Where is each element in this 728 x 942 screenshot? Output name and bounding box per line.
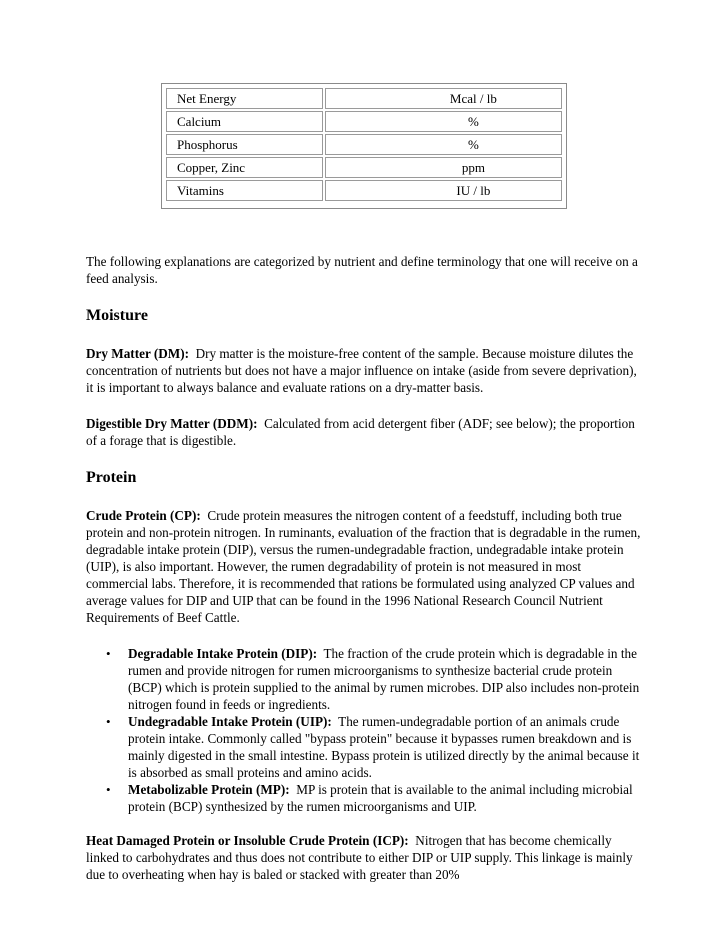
bullet-icon: • [106, 646, 111, 661]
ddm-paragraph [86, 415, 646, 449]
list-item-text: The fraction of the crude protein which is degradable in the rumen and provide nitrogen for rumen microorganisms to synthesize bacterial crude protein (BCP) which is protein supplied to the animal by rumen microbes. DIP also includes non-protein nitrogen found in feeds or ingredients. [128, 646, 640, 712]
table-row [166, 180, 562, 201]
list-item-term: Degradable Intake Protein (DIP): [128, 646, 318, 661]
nutrient-cell: Phosphorus [166, 134, 323, 155]
nutrient-cell: Copper, Zinc [166, 157, 323, 178]
icp-text: Nitrogen that has become chemically linked to carbohydrates and thus does not contribute to either DIP or UIP supply. This linkage is mainly due to overheating when hay is baled or stacked with greater than 20% [86, 833, 633, 882]
dry-matter-text: Dry matter is the moisture-free content of the sample. Because moisture dilutes the concentration of nutrients but does not have a major influence on intake (aside from severe deprivation), it is important to always balance and evaluate rations on a dry-matter basis. [86, 346, 637, 395]
intro-paragraph: The following explanations are categorized by nutrient and define terminology that one will receive on a feed analysis. [86, 254, 638, 286]
unit-cell: Mcal / lb [325, 88, 562, 109]
list-item [106, 781, 646, 815]
bullet-icon: • [106, 782, 111, 797]
unit-cell: IU / lb [325, 180, 562, 201]
crude-protein-paragraph [86, 507, 646, 626]
ddm-text: Calculated from acid detergent fiber (ADF; see below); the proportion of a forage that is digestible. [86, 416, 635, 448]
table-row [166, 157, 562, 178]
protein-types-list [86, 645, 646, 815]
list-item [106, 713, 646, 781]
list-item-text: The rumen-undegradable portion of an animals crude protein intake. Commonly called "bypass protein" because it bypasses rumen breakdown and is mainly digested in the small intestine. Bypass protein is utilized directly by the animal because it is absorbed as small proteins and amino acids. [128, 714, 640, 780]
unit-cell: % [325, 134, 562, 155]
icp-paragraph [86, 832, 646, 883]
moisture-heading: Moisture [86, 307, 148, 324]
dry-matter-term: Dry Matter (DM): [86, 346, 190, 361]
crude-protein-term: Crude Protein (CP): [86, 508, 201, 523]
table-row [166, 88, 562, 109]
table-row [166, 134, 562, 155]
bullet-icon: • [106, 714, 111, 729]
nutrient-cell: Vitamins [166, 180, 323, 201]
protein-heading: Protein [86, 469, 137, 486]
table-row [166, 111, 562, 132]
list-item [106, 645, 646, 713]
list-item-term: Undegradable Intake Protein (UIP): [128, 714, 332, 729]
nutrient-cell: Net Energy [166, 88, 323, 109]
nutrient-cell: Calcium [166, 111, 323, 132]
unit-cell: ppm [325, 157, 562, 178]
units-table [161, 83, 567, 209]
dry-matter-paragraph [86, 345, 646, 396]
icp-term: Heat Damaged Protein or Insoluble Crude Protein (ICP): [86, 833, 409, 848]
list-item-term: Metabolizable Protein (MP): [128, 782, 290, 797]
unit-cell: % [325, 111, 562, 132]
ddm-term: Digestible Dry Matter (DDM): [86, 416, 258, 431]
document-body [86, 253, 646, 902]
list-item-text: MP is protein that is available to the animal including microbial protein (BCP) synthesized by the rumen microorganisms and UIP. [128, 782, 633, 814]
crude-protein-text: Crude protein measures the nitrogen content of a feedstuff, including both true protein and non-protein nitrogen. In ruminants, evaluation of the fraction that is degradable in the rumen, degradable intake protein (DIP), versus the rumen-undegradable fraction, undegradable intake protein (UIP), is also important. However, the rumen degradability of protein is not measured in most commercial labs. Therefore, it is recommended that rations be formulated using analyzed CP values and average values for DIP and UIP that can be found in the 1996 National Research Council Nutrient Requirements of Beef Cattle. [86, 508, 641, 625]
units-table-grid [164, 86, 564, 203]
